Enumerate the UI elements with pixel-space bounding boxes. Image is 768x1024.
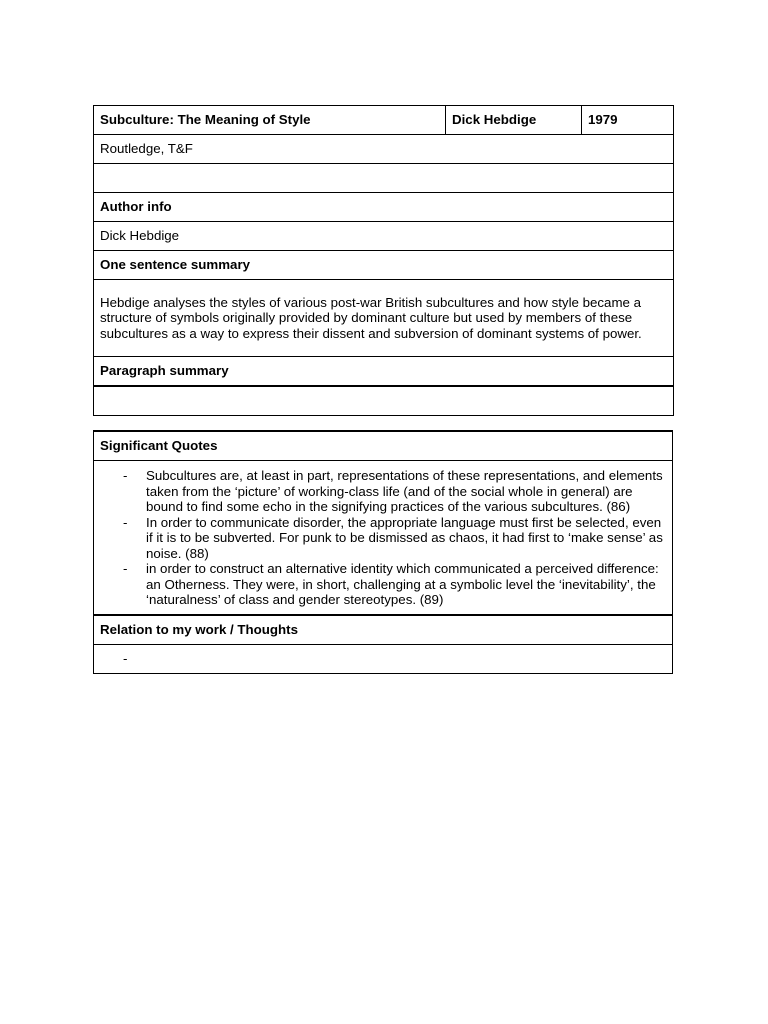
author-info-value: Dick Hebdige	[94, 222, 674, 251]
significant-quotes-row	[94, 461, 673, 615]
publication-year: 1979	[582, 106, 674, 135]
blank-row	[94, 164, 674, 193]
significant-quotes-cell	[94, 461, 673, 615]
quotes-table	[93, 430, 673, 674]
one-sentence-summary-row	[94, 280, 674, 357]
relation-row	[94, 644, 673, 673]
relation-heading-row	[94, 615, 673, 645]
publisher-row	[94, 135, 674, 164]
significant-quotes-label: Significant Quotes	[94, 431, 673, 461]
quote-item: - In order to communicate disorder, the appropriate language must first be selected, even if it is to be subverted. For punk to be dismissed as chaos, it had first to ‘make sense’ as noise. (88)	[146, 515, 666, 562]
reading-notes-table	[93, 105, 674, 416]
paragraph-summary-text	[94, 386, 674, 416]
paragraph-summary-row	[94, 386, 674, 416]
paragraph-summary-heading-row	[94, 357, 674, 387]
relation-list	[100, 651, 666, 667]
quotes-list	[100, 468, 666, 612]
quote-item: - in order to construct an alternative identity which communicated a perceived difference: an Otherness. They were, in short, challenging at a symbolic level the ‘inevitability’, the ‘naturalness’ of class and gender stereotypes. (89)	[146, 561, 666, 608]
blank-cell	[94, 164, 674, 193]
paragraph-summary-label: Paragraph summary	[94, 357, 674, 387]
author-info-heading-row	[94, 193, 674, 222]
author-info-row	[94, 222, 674, 251]
author-info-label: Author info	[94, 193, 674, 222]
significant-quotes-heading-row	[94, 431, 673, 461]
quote-item: - Subcultures are, at least in part, representations of these representations, and elements taken from the ‘picture’ of working-class life (and of the social whole in general) are bound to find some echo in the signifying practices of the various subcultures. (86)	[146, 468, 666, 515]
one-sentence-summary-label: One sentence summary	[94, 251, 674, 280]
relation-cell	[94, 644, 673, 673]
publisher: Routledge, T&F	[94, 135, 674, 164]
book-title: Subculture: The Meaning of Style	[94, 106, 446, 135]
one-sentence-summary-text: Hebdige analyses the styles of various post-war British subcultures and how style became a structure of symbols originally provided by dominant culture but used by members of these subcultures as a way to express their dissent and subversion of dominant systems of power.	[94, 280, 674, 357]
one-sentence-summary-heading-row	[94, 251, 674, 280]
book-author: Dick Hebdige	[446, 106, 582, 135]
relation-item	[146, 651, 666, 667]
header-row	[94, 106, 674, 135]
relation-label: Relation to my work / Thoughts	[94, 615, 673, 645]
